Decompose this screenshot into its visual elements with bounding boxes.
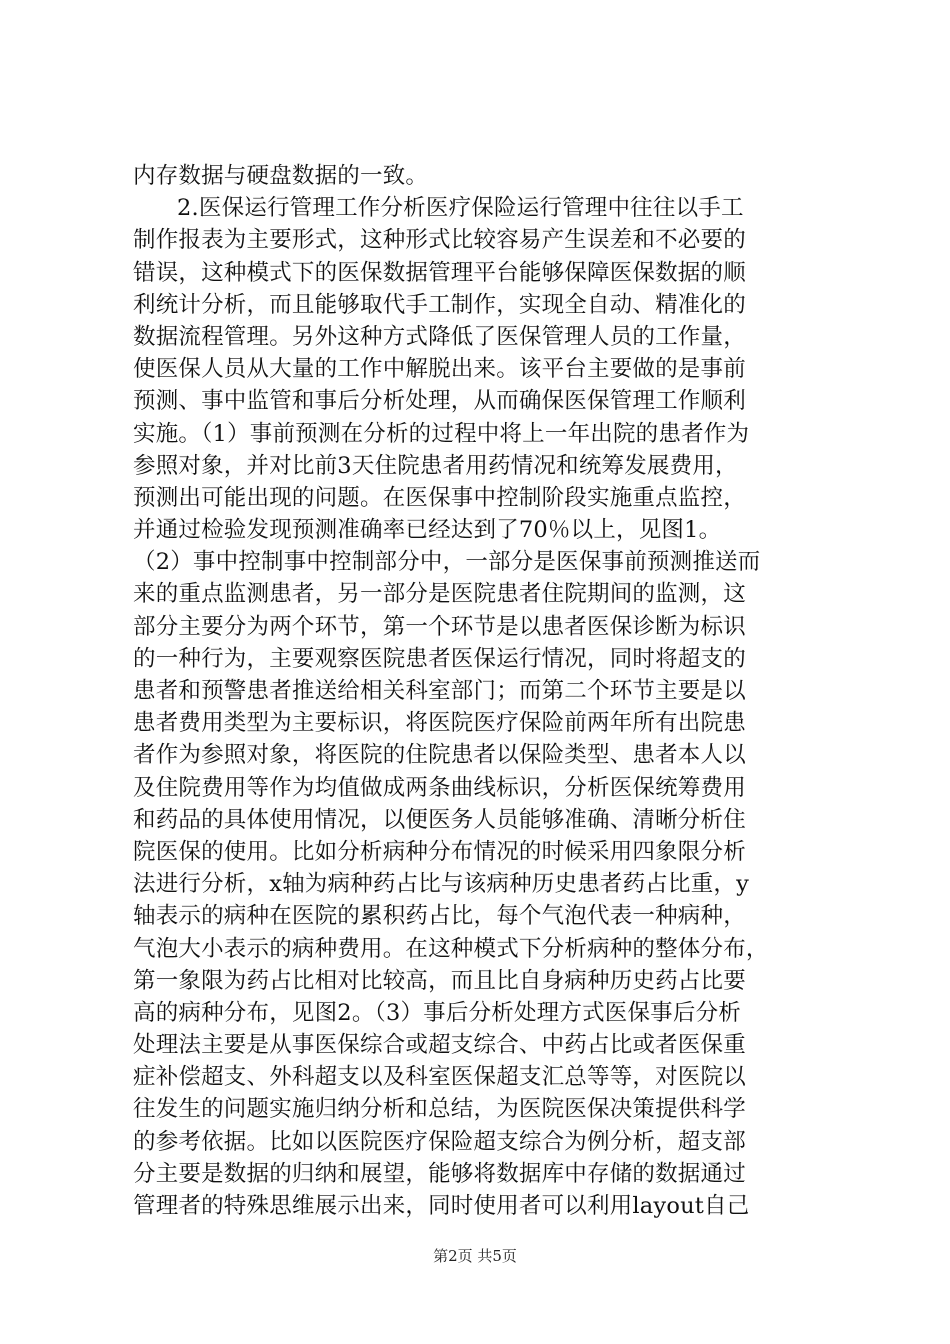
text-line: 症补偿超支、外科超支以及科室医保超支汇总等等，对医院以: [133, 1064, 746, 1091]
text-line: （2）事中控制事中控制部分中，一部分是医保事前预测推送而: [133, 549, 761, 576]
text-line: 预测、事中监管和事后分析处理，从而确保医保管理工作顺利: [133, 388, 746, 415]
text-line: 往发生的问题实施归纳分析和总结，为医院医保决策提供科学: [133, 1096, 746, 1123]
text-line: 法进行分析，x轴为病种药占比与该病种历史患者药占比重，y: [133, 871, 750, 898]
text-line: 第一象限为药占比相对比较高，而且比自身病种历史药占比要: [133, 967, 746, 994]
text-line: 及住院费用等作为均值做成两条曲线标识，分析医保统筹费用: [133, 774, 746, 801]
text-line: 错误，这种模式下的医保数据管理平台能够保障医保数据的顺: [133, 259, 746, 286]
text-line: 部分主要分为两个环节，第一个环节是以患者医保诊断为标识: [133, 613, 746, 640]
text-line: 和药品的具体使用情况，以便医务人员能够准确、清晰分析住: [133, 806, 746, 833]
page-number-label: 第2页 共5页: [433, 1247, 517, 1265]
text-line: 处理法主要是从事医保综合或超支综合、中药占比或者医保重: [133, 1032, 746, 1059]
text-line: 使医保人员从大量的工作中解脱出来。该平台主要做的是事前: [133, 356, 746, 383]
body-text: [133, 160, 833, 1222]
text-line: 的参考依据。比如以医院医疗保险超支综合为例分析，超支部: [133, 1128, 746, 1155]
text-line: 患者费用类型为主要标识，将医院医疗保险前两年所有出院患: [133, 710, 746, 737]
text-line: 患者和预警患者推送给相关科室部门；而第二个环节主要是以: [133, 678, 746, 704]
text-line: 内存数据与硬盘数据的一致。: [133, 163, 429, 189]
text-line: 实施。（1）事前预测在分析的过程中将上一年出院的患者作为: [133, 420, 750, 447]
text-line: 预测出可能出现的问题。在医保事中控制阶段实施重点监控，: [133, 484, 746, 511]
text-line: 制作报表为主要形式，这种形式比较容易产生误差和不必要的: [133, 227, 746, 254]
text-line: 气泡大小表示的病种费用。在这种模式下分析病种的整体分布，: [133, 935, 769, 962]
text-line: 利统计分析，而且能够取代手工制作，实现全自动、精准化的: [133, 291, 746, 318]
text-line: 轴表示的病种在医院的累积药占比，每个气泡代表一种病种，: [133, 903, 746, 930]
text-line: 分主要是数据的归纳和展望，能够将数据库中存储的数据通过: [133, 1160, 746, 1187]
text-line: 2.医保运行管理工作分析医疗保险运行管理中往往以手工: [177, 195, 744, 222]
text-line: 者作为参照对象，将医院的住院患者以保险类型、患者本人以: [133, 742, 746, 769]
text-line: 管理者的特殊思维展示出来，同时使用者可以利用layout自己: [133, 1193, 750, 1219]
text-line: 数据流程管理。另外这种方式降低了医保管理人员的工作量，: [133, 323, 746, 350]
text-line: 院医保的使用。比如分析病种分布情况的时候采用四象限分析: [133, 838, 746, 865]
page-footer: [0, 1246, 950, 1266]
text-line: 的一种行为，主要观察医院患者医保运行情况，同时将超支的: [133, 645, 746, 672]
text-line: 并通过检验发现预测准确率已经达到了70％以上，见图1。: [133, 517, 722, 544]
text-line: 参照对象，并对比前3天住院患者用药情况和统筹发展费用，: [133, 452, 738, 479]
text-line: 高的病种分布，见图2。（3）事后分析处理方式医保事后分析: [133, 999, 741, 1026]
text-line: 来的重点监测患者，另一部分是医院患者住院期间的监测，这: [133, 581, 746, 608]
